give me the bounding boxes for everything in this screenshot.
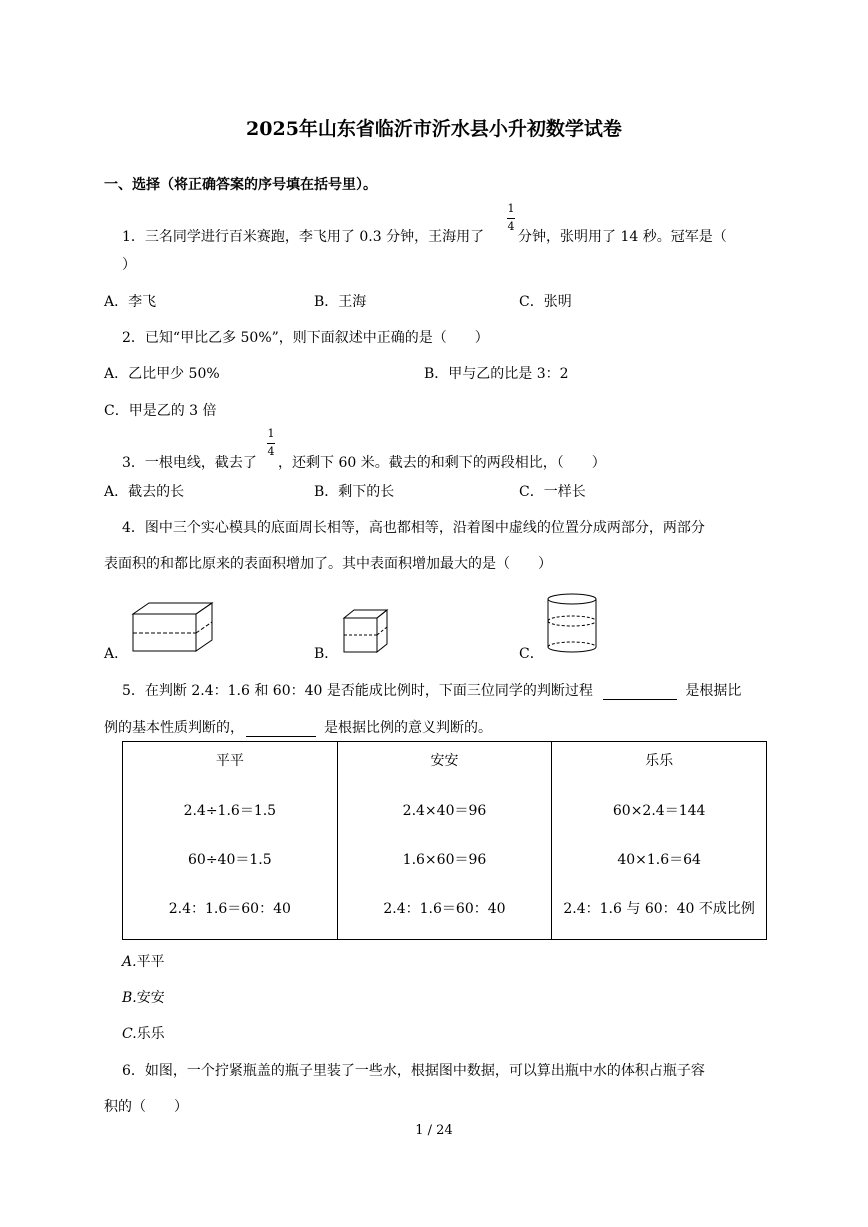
student-name: 安安 — [430, 753, 459, 769]
q4-option-b: B． — [314, 646, 339, 662]
q1-fraction-numerator: 1 — [507, 202, 515, 215]
q3-fraction-bar — [267, 443, 275, 444]
q4-option-a: A． — [104, 646, 129, 662]
table-cell: 2.4×40＝96 — [402, 803, 487, 819]
q1-option-b: B．王海 — [314, 294, 367, 310]
student-name: 乐乐 — [645, 753, 674, 769]
q5-answer-blank-1 — [603, 685, 677, 700]
table-cell: 60÷40＝1.5 — [188, 852, 272, 868]
q3-option-b: B．剩下的长 — [314, 484, 395, 500]
question-4-text-a: 4．图中三个实心模具的底面周长相等，高也都相等，沿着图中虚线的位置分成两部分，两部分 — [122, 520, 705, 536]
q4-option-c: C． — [519, 646, 544, 662]
q3-fraction-denominator: 4 — [267, 445, 275, 458]
q1-option-c: C．张明 — [519, 294, 572, 310]
question-6-text-a: 6．如图，一个拧紧瓶盖的瓶子里装了一些水，根据图中数据，可以算出瓶中水的体积占瓶子容 — [122, 1063, 705, 1079]
question-1-text-c: ） — [122, 257, 136, 273]
q5-answer-blank-2 — [246, 722, 316, 737]
cube-icon — [342, 608, 392, 654]
q5-option-a — [122, 951, 165, 971]
question-5-text-a — [122, 680, 741, 700]
question-3-text-b: ，还剩下 60 米。截去的和剩下的两段相比，（ ） — [278, 455, 606, 471]
table-cell: 1.6×60＝96 — [402, 852, 487, 868]
cylinder-icon — [544, 591, 600, 655]
section-heading: 一、选择（将正确答案的序号填在括号里）。 — [104, 177, 377, 193]
q5-text-part3: 例的基本性质判断的， — [104, 720, 244, 736]
question-2-text: 2．已知“甲比乙多 50%”，则下面叙述中正确的是（ ） — [122, 330, 489, 346]
table-column-anan — [337, 742, 552, 940]
q5-option-b — [122, 987, 165, 1007]
q3-option-c: C．一样长 — [519, 484, 586, 500]
q5-option-b-text: 安安 — [136, 990, 165, 1006]
table-cell: 60×2.4＝144 — [612, 803, 706, 819]
question-6-text-b: 积的（ ） — [104, 1099, 188, 1115]
table-cell: 2.4：1.6 与 60：40 不成比例 — [563, 901, 755, 917]
q3-option-a: A．截去的长 — [104, 484, 185, 500]
q5-option-c — [122, 1023, 165, 1043]
q5-text-part2: 是根据比 — [685, 683, 742, 699]
q2-option-c: C．甲是乙的 3 倍 — [104, 403, 217, 419]
question-1-text-b: 分钟，张明用了 14 秒。冠军是（ — [518, 229, 727, 245]
q5-option-c-letter: C. — [122, 1026, 137, 1042]
table-cell: 2.4：1.6＝60：40 — [168, 901, 291, 917]
q5-option-a-text: 平平 — [136, 954, 165, 970]
table-column-lele — [552, 742, 767, 940]
page-number: 1 / 24 — [415, 1123, 453, 1138]
q5-text-part4: 是根据比例的意义判断的。 — [324, 720, 492, 736]
q1-fraction-denominator: 4 — [507, 220, 515, 233]
table-column-pingping — [123, 742, 338, 940]
table-cell: 2.4：1.6＝60：40 — [383, 901, 506, 917]
table-cell: 40×1.6＝64 — [617, 852, 701, 868]
q2-option-b: B．甲与乙的比是 3：2 — [424, 366, 569, 382]
student-name: 平平 — [215, 753, 244, 769]
q5-option-a-letter: A. — [122, 954, 137, 970]
cuboid-icon — [130, 600, 216, 654]
q2-option-a: A．乙比甲少 50% — [104, 366, 220, 382]
question-3-text-a: 3．一根电线，截去了 — [122, 455, 257, 471]
page-title: 2025年山东省临沂市沂水县小升初数学试卷 — [246, 118, 622, 140]
q5-option-b-letter: B. — [122, 990, 137, 1006]
question-1-text-a: 1．三名同学进行百米赛跑，李飞用了 0.3 分钟，王海用了 — [122, 229, 485, 245]
comparison-table — [122, 741, 767, 940]
q1-option-a: A．李飞 — [104, 294, 157, 310]
table-cell: 2.4÷1.6＝1.5 — [183, 803, 277, 819]
question-4-text-b: 表面积的和都比原来的表面积增加了。其中表面积增加最大的是（ ） — [104, 556, 552, 572]
q3-fraction-numerator: 1 — [267, 427, 275, 440]
q5-text-part1: 5．在判断 2.4：1.6 和 60：40 是否能成比例时，下面三位同学的判断过程 — [122, 683, 593, 699]
question-5-text-b — [104, 717, 492, 737]
q1-fraction-bar — [507, 218, 515, 219]
q5-option-c-text: 乐乐 — [136, 1026, 165, 1042]
